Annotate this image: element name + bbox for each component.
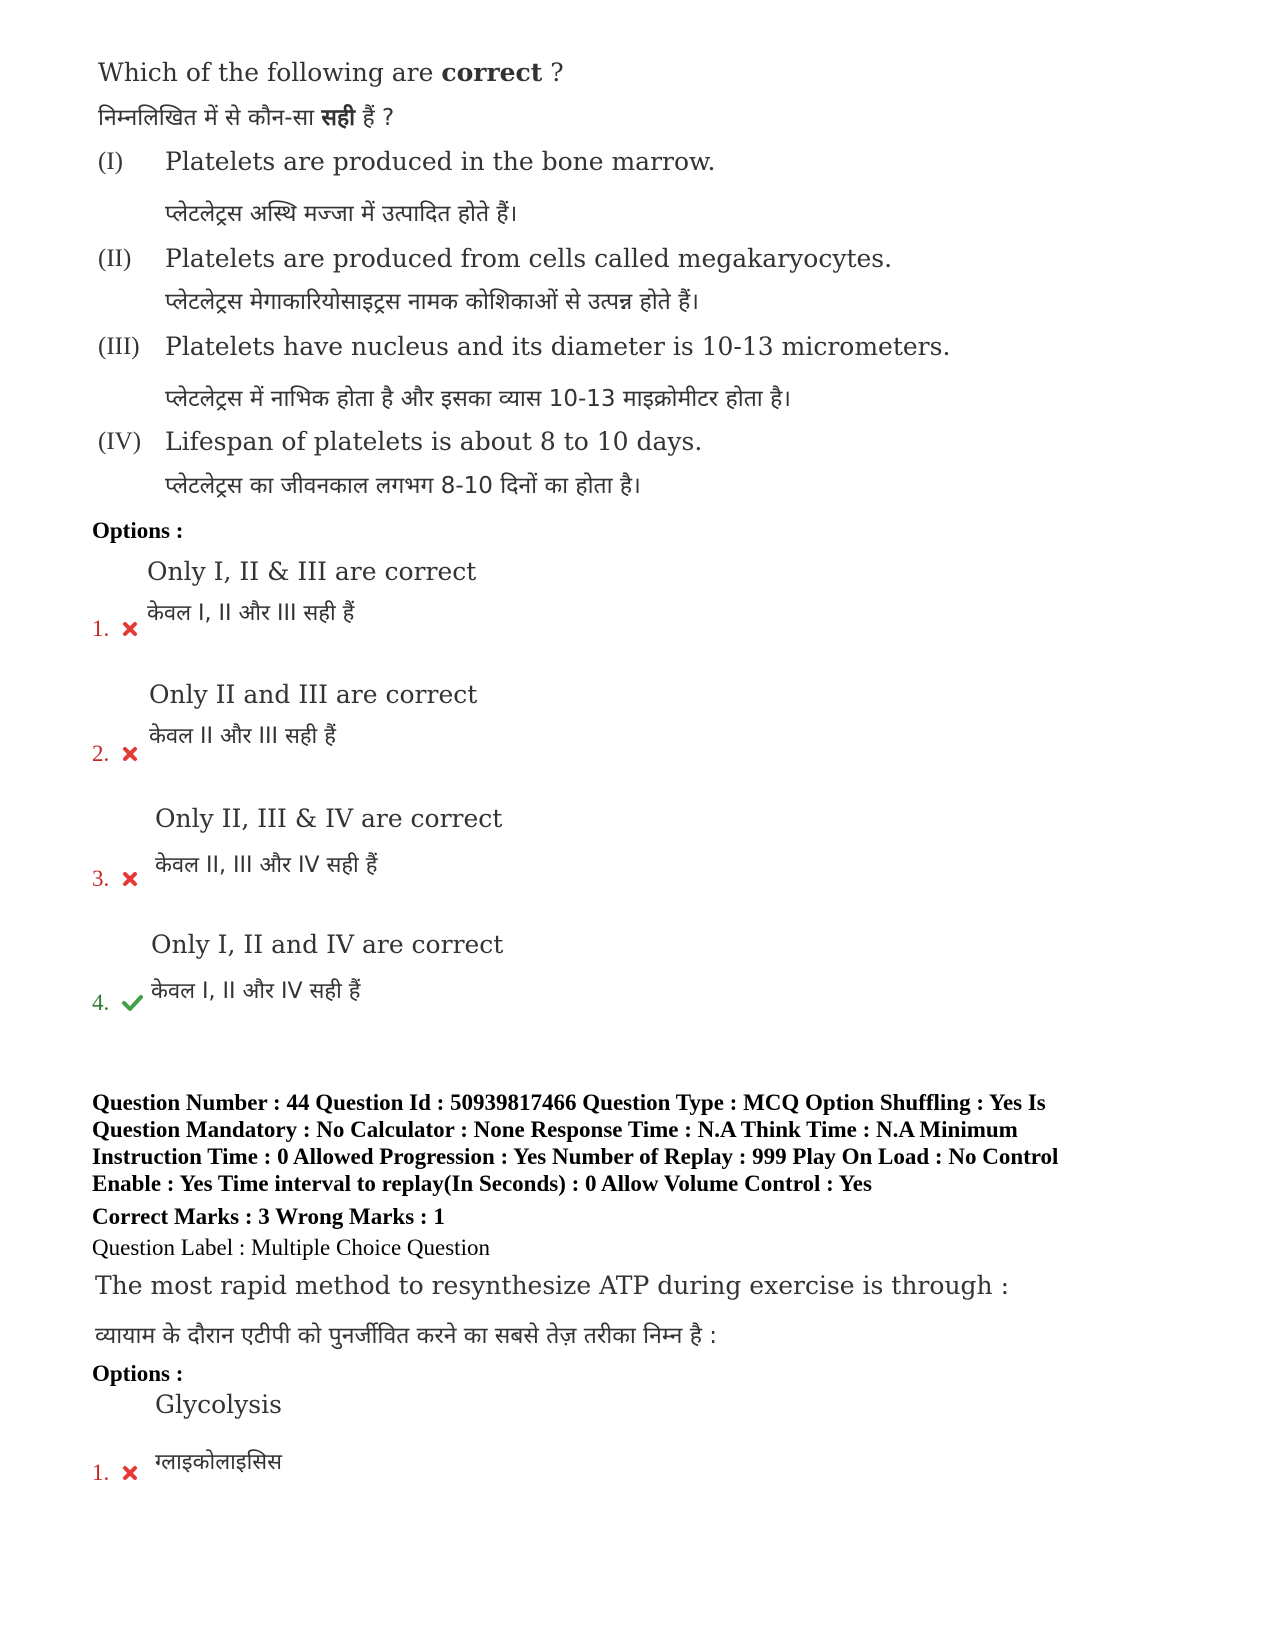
option-text-en: Only II, III & IV are correct [155,804,503,833]
statement-text-hi: प्लेटलेट्रस में नाभिक होता है और इसका व्यास 10-13 माइक्रोमीटर होता है। [165,386,791,412]
option-text-en: Only I, II & III are correct [147,557,477,586]
option-text-en: Only I, II and IV are correct [151,930,504,959]
options-label: Options : [92,518,184,543]
check-icon [121,994,143,1012]
question-meta-line: Enable : Yes Time interval to replay(In Seconds) : 0 Allow Volume Control : Yes [92,1171,872,1196]
statement-number: (III) [98,333,140,360]
statement-text-en: Platelets are produced from cells called megakaryocytes. [165,244,893,273]
question-text-en: The most rapid method to resynthesize ATP during exercise is through : [95,1271,1010,1300]
statement-text-en: Platelets are produced in the bone marrow. [165,147,716,176]
statement-text-hi: प्लेटलेट्रस का जीवनकाल लगभग 8-10 दिनों का होता है। [165,473,641,499]
question-text-en: Which of the following are correct ? [98,58,564,87]
cross-icon [121,1464,139,1482]
statement-text-hi: प्लेटलेट्रस अस्थि मज्जा में उत्पादित होते हैं। [165,201,518,227]
option-text-hi: केवल II, III और IV सही हैं [155,853,378,878]
cross-icon [121,870,139,888]
option-text-hi: ग्लाइकोलाइसिस [155,1450,283,1475]
cross-icon [121,745,139,763]
statement-text-hi: प्लेटलेट्रस मेगाकारियोसाइट्रस नामक कोशिकाओं से उत्पन्न होते हैं। [165,289,700,315]
option-number[interactable]: 2. [92,741,139,767]
question-meta-line: Instruction Time : 0 Allowed Progression : Yes Number of Replay : 999 Play On Load : No Control [92,1144,1059,1169]
statement-text-en: Lifespan of platelets is about 8 to 10 days. [165,427,703,456]
option-number[interactable]: 1. [92,1460,139,1486]
option-text-hi: केवल II और III सही हैं [149,724,336,749]
options-label: Options : [92,1361,184,1386]
question-text-hi: व्यायाम के दौरान एटीपी को पुनर्जीवित करने का सबसे तेज़ तरीका निम्न है : [95,1323,717,1349]
question-marks: Correct Marks : 3 Wrong Marks : 1 [92,1204,445,1229]
option-text-en: Only II and III are correct [149,680,478,709]
option-text-hi: केवल I, II और IV सही हैं [151,979,361,1004]
option-text-hi: केवल I, II और III सही हैं [147,601,355,626]
statement-text-en: Platelets have nucleus and its diameter is 10-13 micrometers. [165,332,951,361]
statement-number: (I) [98,148,123,175]
statement-number: (IV) [98,428,142,455]
option-number[interactable]: 1. [92,616,139,642]
question-meta-line: Question Number : 44 Question Id : 50939817466 Question Type : MCQ Option Shuffling : Yes Is [92,1090,1046,1115]
option-number[interactable]: 3. [92,866,139,892]
statement-number: (II) [98,245,132,272]
option-number[interactable]: 4. [92,990,143,1016]
question-meta-line: Question Mandatory : No Calculator : None Response Time : N.A Think Time : N.A Minimum [92,1117,1018,1142]
question-label: Question Label : Multiple Choice Question [92,1235,490,1260]
question-text-hi: निम्नलिखित में से कौन-सा सही हैं ? [98,105,395,131]
option-text-en: Glycolysis [155,1390,282,1419]
cross-icon [121,620,139,638]
